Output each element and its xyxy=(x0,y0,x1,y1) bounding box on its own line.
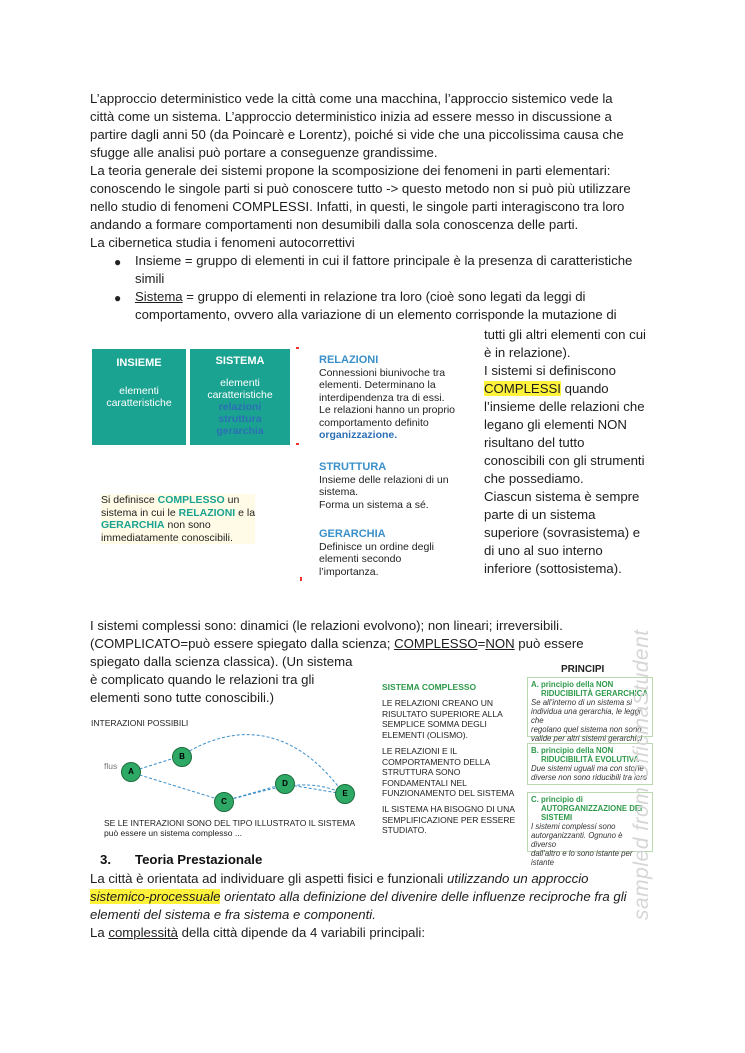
side-line-11: parte di un sistema xyxy=(484,507,596,522)
pr-b-heading-2: RIDUCIBILITÀ EVOLUTIVA xyxy=(541,755,640,764)
pr-c-line: autorganizzanti. Ognuno è diverso xyxy=(531,831,623,849)
side-line-3: I sistemi si definiscono xyxy=(484,363,616,378)
side-line-4 xyxy=(484,381,609,396)
def-l2-post: e la xyxy=(235,506,256,519)
sc-line: COMPORTAMENTO DELLA xyxy=(382,756,491,767)
sc-line: STRUTTURA SONO xyxy=(382,767,461,777)
sistema-term: Sistema xyxy=(135,289,183,304)
sc-line: RISULTATO SUPERIORE ALLA xyxy=(382,708,503,719)
intro-line-9: La cibernetica studia i fenomeni autocorrettivi xyxy=(90,235,355,250)
s3-line-4 xyxy=(90,925,425,940)
node-a: A xyxy=(121,762,141,782)
mid-line-4: è complicato quando le relazioni tra gli xyxy=(90,672,315,687)
intro-line-5: La teoria generale dei sistemi propone la scomposizione dei fenomeni in parti elementari: xyxy=(90,163,611,178)
intro-line-6: conoscendo le singole parti si può conoscere tutto -> questo metodo non si può più utilizzare xyxy=(90,181,631,196)
side-line-2: è in relazione). xyxy=(484,345,571,360)
bullet-sistema-rest: = gruppo di elementi in relazione tra loro (cioè sono legati da leggi di xyxy=(182,289,586,304)
intro-line-7: nello studio di fenomeni COMPLESSI. Infatti, in questi, le singole parti interagiscono tra loro xyxy=(90,199,625,214)
side-line-8: conoscibili con gli strumenti xyxy=(484,453,645,468)
ger-line: Definisce un ordine degli xyxy=(319,540,434,553)
ger-line: elementi secondo xyxy=(319,553,402,565)
def-l4: immediatamente conoscibili. xyxy=(101,531,233,544)
pr-a-line: regolano quel sistema non sono xyxy=(531,725,642,734)
sc-line: STUDIATO. xyxy=(382,825,427,835)
intro-line-8: andando a formare comportamenti non desumibili dalla sola conoscenza delle parti. xyxy=(90,217,579,232)
bullet-insieme-line-1: Insieme = gruppo di elementi in cui il fattore principale è la presenza di caratteristiche xyxy=(135,253,633,268)
sc-line: FUNZIONAMENTO DEL SISTEMA xyxy=(382,788,515,798)
graph-caption-1: SE LE INTERAZIONI SONO DEL TIPO ILLUSTRATO IL SISTEMA xyxy=(104,818,356,828)
sc-para-2 xyxy=(382,746,514,799)
sistema-box xyxy=(190,349,290,445)
sistema-body-2: caratteristiche xyxy=(207,389,273,401)
bullet-dot: ● xyxy=(114,255,122,269)
sc-para-3 xyxy=(382,804,515,836)
section-number: 3. xyxy=(100,852,111,867)
rel-organizzazione: organizzazione. xyxy=(319,429,398,441)
pr-c-heading-3: SISTEMI xyxy=(541,813,573,822)
side-line-4-rest: quando xyxy=(560,381,609,396)
mid-line-2 xyxy=(90,636,584,651)
side-line-6: legano gli elementi NON xyxy=(484,417,627,432)
sc-line: LE RELAZIONI E IL xyxy=(382,746,458,756)
pr-c-heading: C. principio di xyxy=(531,795,583,804)
interazioni-title: INTERAZIONI POSSIBILI xyxy=(91,718,189,728)
insieme-title: INSIEME xyxy=(116,357,162,369)
sistema-gerarchia: gerarchia xyxy=(216,425,264,437)
pr-b-heading: B. principio della NON xyxy=(531,746,614,755)
side-line-5: l’insieme delle relazioni che xyxy=(484,399,645,414)
sistema-struttura: struttura xyxy=(218,413,262,425)
mid-l2-post: può essere xyxy=(514,636,584,651)
node-d: D xyxy=(275,774,295,794)
edge-b-e xyxy=(181,735,344,794)
pr-a-line: Se all’interno di un sistema si xyxy=(531,698,632,707)
red-mark xyxy=(296,443,299,445)
intro-line-4: sfugge alle analisi può portare a conseguenze grandissime. xyxy=(90,145,438,160)
pr-b-line: Due sistemi uguali ma con storie xyxy=(531,764,644,773)
bullet-sistema-line-1 xyxy=(135,289,585,304)
pr-c-heading-2: AUTORGANIZZAZIONE DEI xyxy=(541,804,643,813)
relazioni-heading: RELAZIONI xyxy=(319,354,379,366)
s3-line-1 xyxy=(90,871,589,886)
ger-line: l’importanza. xyxy=(319,565,379,578)
watermark: sampled from OfficinaStudent xyxy=(630,629,653,920)
def-complesso: COMPLESSO xyxy=(157,494,225,506)
def-pre: Si definisce xyxy=(101,494,158,506)
str-line: Forma un sistema a sé. xyxy=(319,498,429,511)
s3-line-2 xyxy=(90,889,627,904)
red-mark xyxy=(296,347,299,349)
bullet-sistema-line-2: comportamento, ovvero alla variazione di un elemento corrisponde la mutazione di xyxy=(135,307,617,322)
side-line-10: Ciascun sistema è sempre xyxy=(484,489,640,504)
sistema-body-1: elementi xyxy=(220,377,260,389)
struttura-block xyxy=(319,461,449,511)
rel-line: elementi. Determinano la xyxy=(319,379,436,391)
intro-line-3: partire dagli anni 50 (da Poincarè e Lorentz), poiché si vide che una piccolissima causa che xyxy=(90,127,624,142)
node-b: B xyxy=(172,747,192,767)
rel-line: Connessioni biunivoche tra xyxy=(319,366,446,379)
pr-c-line: I sistemi complessi sono xyxy=(531,822,616,831)
pr-a-line: valide per altri sistemi gerarchici xyxy=(531,734,642,743)
principi-title: PRINCIPI xyxy=(561,664,605,675)
sc-line: SEMPLICE SOMMA DEGLI xyxy=(382,719,487,729)
s3-l4-pre: La xyxy=(90,925,109,940)
rel-line: interdipendenza tra di essi. xyxy=(319,391,445,404)
graph-caption-2: può essere un sistema complesso ... xyxy=(104,828,242,838)
sistema-relazioni: relazioni xyxy=(218,401,262,413)
insieme-body-1: elementi xyxy=(119,385,159,397)
rel-line: comportamento definito xyxy=(319,416,429,429)
def-relazioni: RELAZIONI xyxy=(178,506,236,519)
s3-l1-italic: utilizzando un approccio xyxy=(447,871,589,886)
sc-line: FONDAMENTALI NEL xyxy=(382,777,467,788)
side-line-12: superiore (sovrasistema) e xyxy=(484,525,641,540)
s3-line-3: elementi del sistema e fra sistema e componenti. xyxy=(90,907,376,922)
s3-l2-rest: orientato alla definizione del divenire delle influenze reciproche fra gli xyxy=(220,889,627,904)
mid-eq: = xyxy=(477,636,486,651)
insieme-body-2: caratteristiche xyxy=(106,397,172,409)
def-mid: un xyxy=(224,494,240,506)
pr-a-line: individua una gerarchia, le leggi che xyxy=(531,707,641,725)
side-line-9: che possediamo. xyxy=(484,471,584,486)
mid-complesso: COMPLESSO xyxy=(394,636,478,651)
node-c: C xyxy=(214,792,234,812)
gerarchia-heading: GERARCHIA xyxy=(319,528,386,540)
struttura-heading: STRUTTURA xyxy=(319,461,387,473)
section-heading: Teoria Prestazionale xyxy=(135,852,263,867)
side-line-14: inferiore (sottosistema). xyxy=(484,561,622,576)
gerarchia-block xyxy=(319,528,434,578)
complesso-definition xyxy=(101,494,255,544)
pr-c-line: dall’altro e lo sono istante per istante xyxy=(531,849,633,867)
node-e: E xyxy=(335,784,355,804)
sistema-title: SISTEMA xyxy=(215,355,265,367)
intro-line-2: città come un sistema. L’approccio deterministico inizia ad essere messo in discussione a xyxy=(90,109,612,124)
pr-a-heading-2: RIDUCIBILITÀ GERARCHICA xyxy=(541,689,648,698)
sc-line: IL SISTEMA HA BISOGNO DI UNA xyxy=(382,804,515,814)
mid-line-1: I sistemi complessi sono: dinamici (le relazioni evolvono); non lineari; irreversibili. xyxy=(90,618,563,633)
mid-line-5: elementi sono tutte conoscibili.) xyxy=(90,690,274,705)
intro-line-1: L’approccio deterministico vede la città come una macchina, l’approccio sistemico vede la xyxy=(90,91,613,106)
mid-l2-pre: (COMPLICATO=può essere spiegato dalla scienza; xyxy=(90,636,395,651)
pr-b-line: diverse non sono riducibili tra loro xyxy=(531,773,648,782)
insieme-box xyxy=(92,349,186,445)
complessi-highlight: COMPLESSI xyxy=(484,381,561,396)
sc-para-1 xyxy=(382,698,503,740)
rel-line: Le relazioni hanno un proprio xyxy=(319,404,456,416)
bullet-insieme-line-2: simili xyxy=(135,271,165,286)
complessita-term: complessità xyxy=(108,925,178,940)
mid-line-3: spiegato dalla scienza classica). (Un sistema xyxy=(90,654,353,669)
pr-a-heading: A. principio della NON xyxy=(531,680,614,689)
def-gerarchia: GERARCHIA xyxy=(101,519,165,531)
side-line-7: risultano del tutto xyxy=(484,435,585,450)
s3-l4-post: della città dipende da 4 variabili principali: xyxy=(177,925,426,940)
mid-non: NON xyxy=(485,636,515,651)
sistemico-processuale-highlight: sistemico-processuale xyxy=(90,889,221,904)
flus-label: flus xyxy=(104,761,118,771)
bullet-dot: ● xyxy=(114,291,122,305)
str-line: Insieme delle relazioni di un xyxy=(319,473,449,486)
side-line-13: di uno al suo interno xyxy=(484,543,603,558)
def-l2-pre: sistema in cui le xyxy=(101,506,179,519)
red-mark xyxy=(300,577,302,581)
str-line: sistema. xyxy=(319,486,359,498)
s3-l1-pre: La città è orientata ad individuare gli aspetti fisici e funzionali xyxy=(90,871,448,886)
sc-line: LE RELAZIONI CREANO UN xyxy=(382,698,493,708)
def-l3-post: non sono xyxy=(164,519,211,531)
edge-a-c xyxy=(130,772,224,801)
side-line-1: tutti gli altri elementi con cui xyxy=(484,327,646,342)
sistema-complesso-title: SISTEMA COMPLESSO xyxy=(382,682,477,692)
relazioni-block xyxy=(319,354,455,442)
sc-line: ELEMENTI (OLISMO). xyxy=(382,729,468,740)
sc-line: SEMPLIFICAZIONE PER ESSERE xyxy=(382,814,516,825)
